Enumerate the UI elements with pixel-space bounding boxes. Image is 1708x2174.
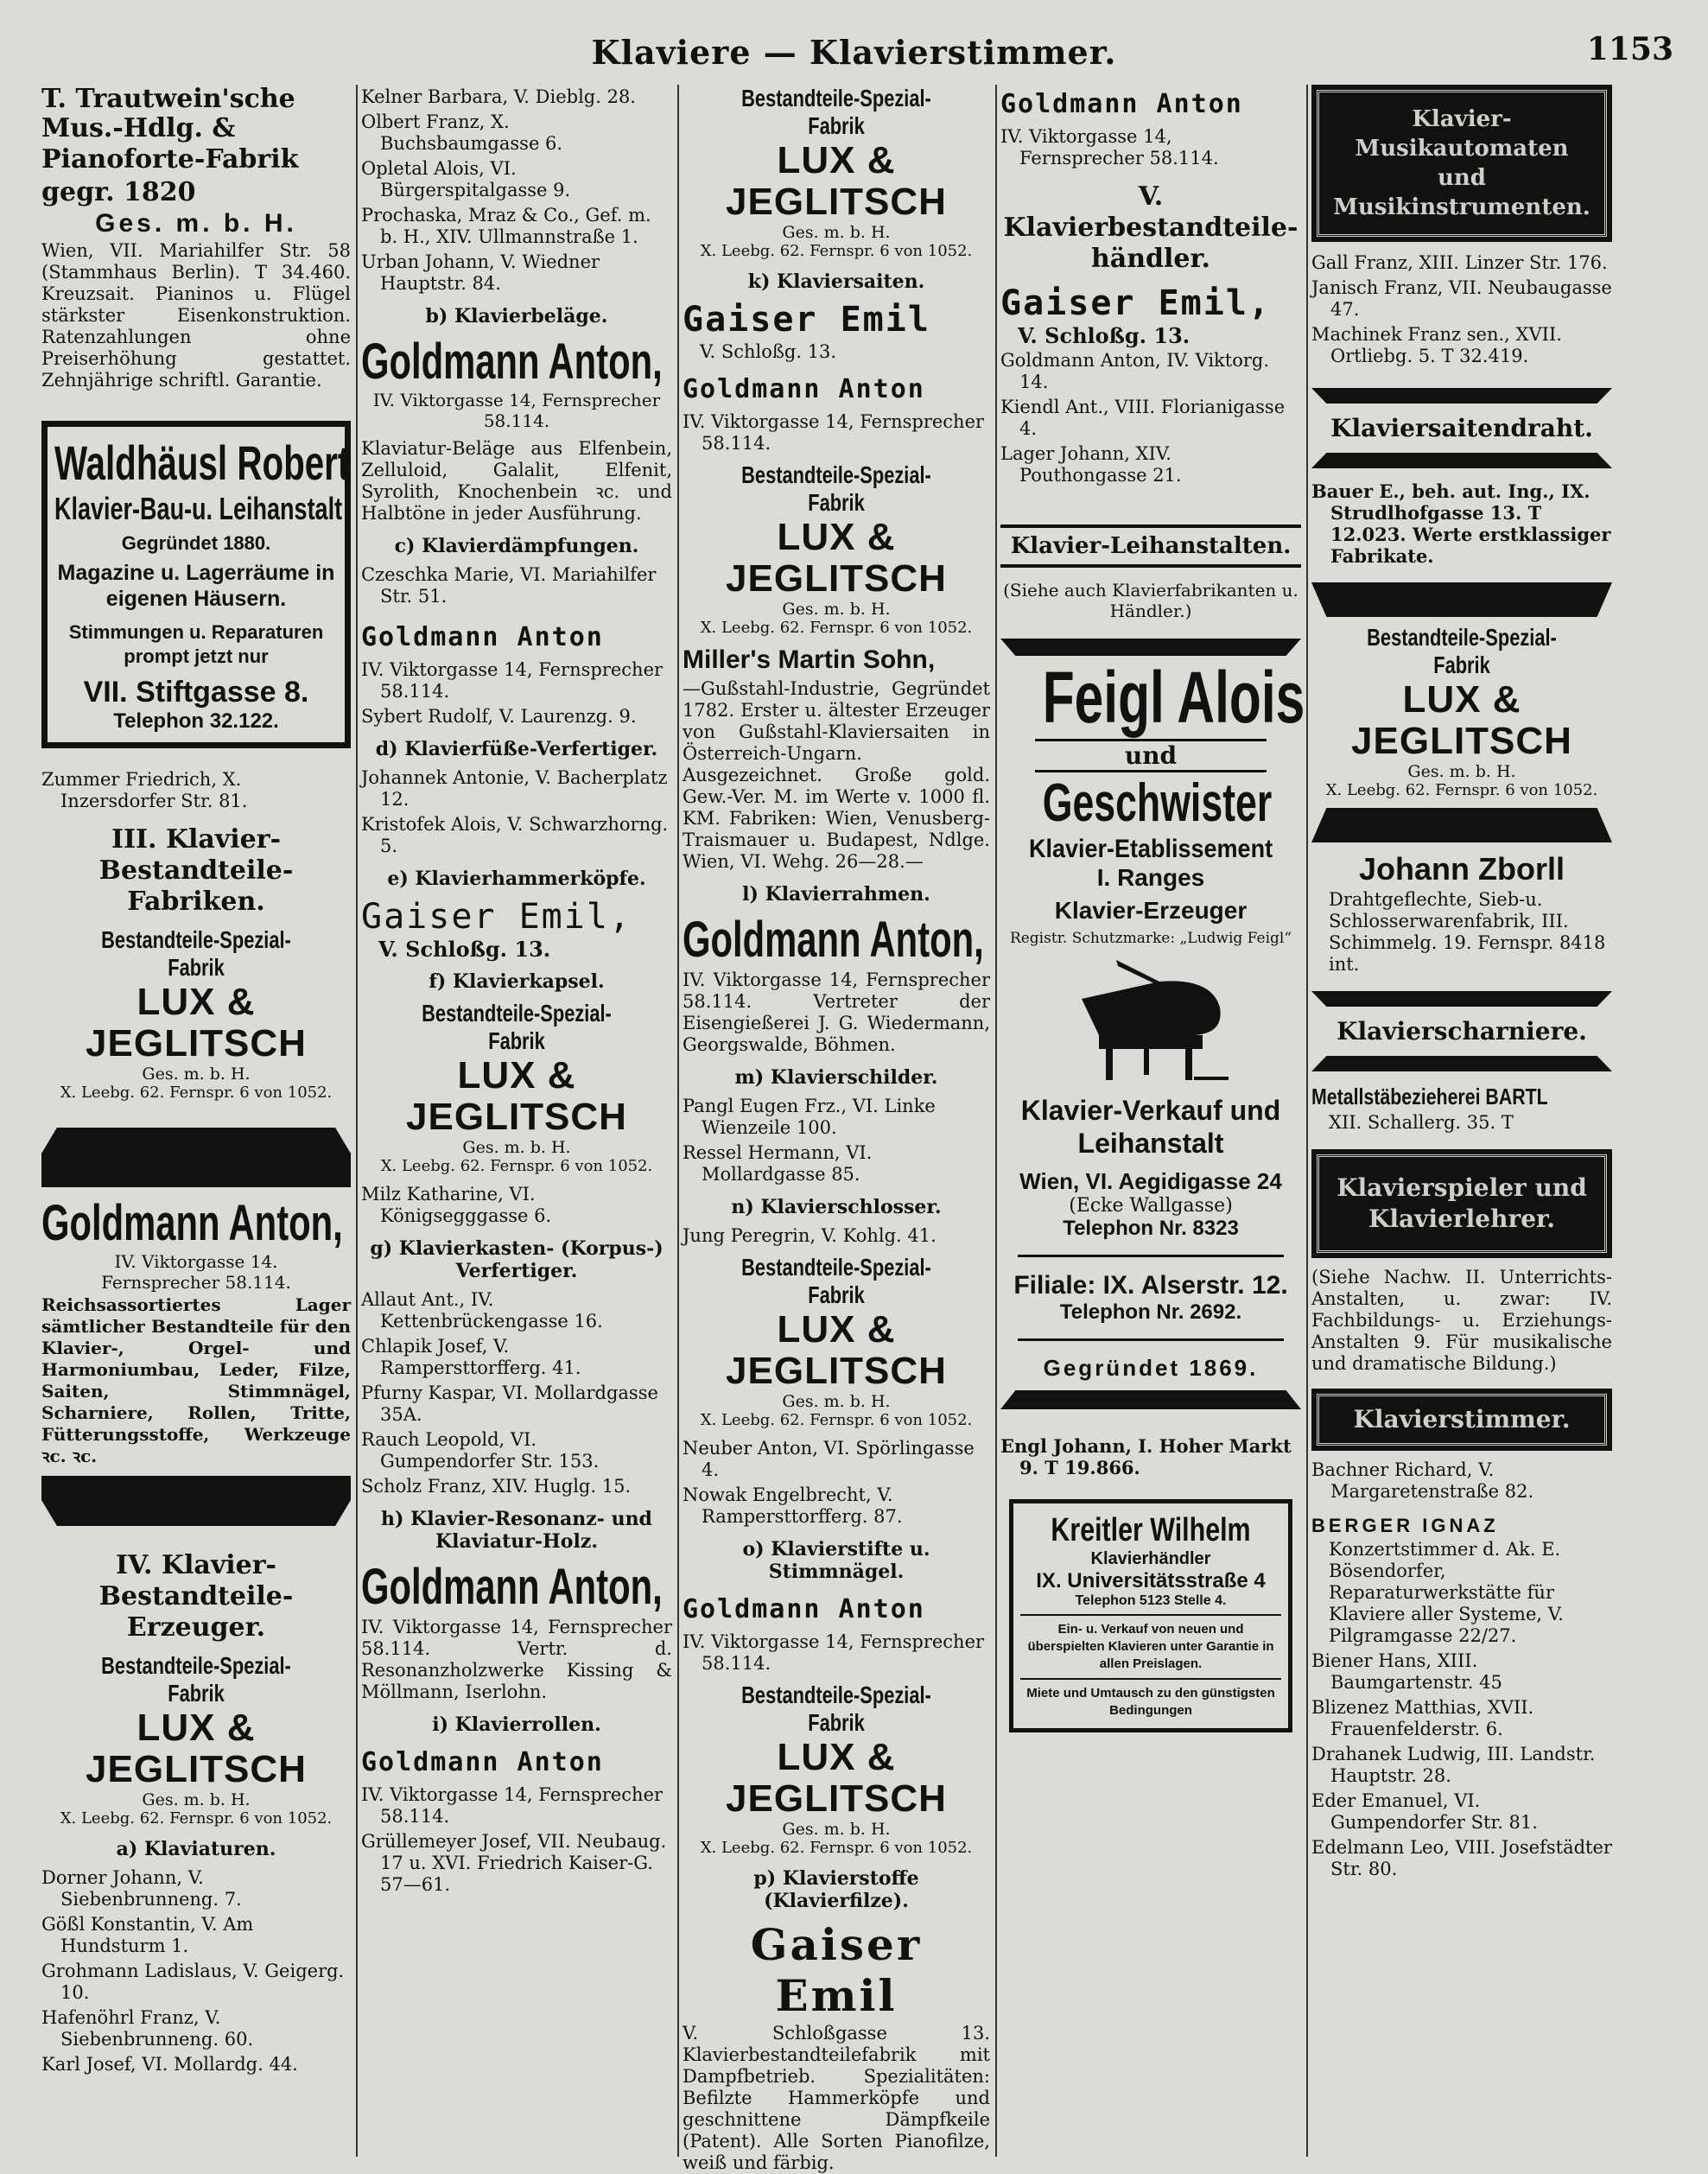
trautwein-body: Wien, VII. Mariahilfer Str. 58 (Stammhaus Berlin). T 34.460. Kreuzsait. Pianinos u. Flügel stärkster Eisenkonstruktion. Ratenzahlungen ohne Preiserhöhung gestattet. Zehnjährige schriftl. Garantie. — [41, 240, 351, 391]
goldmann-address: IV. Viktorgasse 14, Fernsprecher 58.114. — [683, 1631, 985, 1674]
gaiser-address: V. Schloßg. 13. — [1018, 323, 1191, 348]
list-item: Grüllemeyer Josef, VII. Neubaug. 17 u. XVI. Friedrich Kaiser-G. 57—61. — [361, 1831, 667, 1895]
list-item: Lager Johann, XIV. Pouthongasse 21. — [1000, 443, 1182, 486]
miller-name: Miller's Martin Sohn, — [683, 645, 936, 674]
list-item: Kelner Barbara, V. Dieblg. 28. — [361, 86, 636, 107]
divider — [1020, 1614, 1281, 1616]
feigl-name: Feigl Alois — [1042, 657, 1305, 738]
subheading-e: e) Klavierhammerköpfe. — [387, 868, 646, 890]
lux-jeglitsch-ad — [41, 926, 351, 1102]
feigl-ad — [1000, 639, 1305, 1409]
list-item: Milz Katharine, VI. Königsegggasse 6. — [361, 1184, 552, 1226]
column-4 — [1000, 85, 1305, 2157]
lux-jeglitsch-ad — [683, 85, 990, 260]
lux-name: LUX & JEGLITSCH — [86, 1707, 307, 1790]
kreitler-address: IX. Universitätsstraße 4 — [1036, 1569, 1266, 1592]
section-heading-5: V. Klavierbestandteile-händler. — [1003, 181, 1298, 274]
list-item: Blizenez Matthias, XVII. Frauenfelderstr. 6. — [1311, 1697, 1534, 1739]
banner-klavierstimmer: Klavierstimmer. — [1317, 1394, 1607, 1446]
zboril-body: Drahtgeflechte, Sieb-u. Schlosserwarenfabrik, III. Schimmelg. 19. Fernspr. 8418 int. — [1329, 889, 1606, 975]
heading-scharniere: Klavierscharniere. — [1337, 1017, 1587, 1046]
lux-jeglitsch-ad — [41, 1652, 351, 1828]
berger-name: BERGER IGNAZ — [1311, 1515, 1499, 1536]
column-3 — [683, 85, 990, 2173]
list-item: Machinek Franz sen., XVII. Ortliebg. 5. T 32.419. — [1311, 324, 1562, 366]
list-item: Hafenöhrl Franz, V. Siebenbrunneng. 60. — [41, 2007, 254, 2050]
ornament-bar — [1311, 582, 1612, 617]
kreitler-offer: Ein- u. Verkauf von neuen und überspielten Klavieren unter Garantie in allen Preislagen. — [1027, 1622, 1274, 1671]
feigl-founded: Gegründet 1869. — [1043, 1355, 1259, 1381]
lux-subtitle: Bestandteile-Spezial-Fabrik — [1367, 624, 1557, 678]
leihanstalten-note: (Siehe auch Klavierfabrikanten u. Händler.) — [1003, 580, 1298, 621]
feigl-rank: I. Ranges — [1096, 864, 1205, 891]
list-item: Edelmann Leo, VIII. Josefstädter Str. 80. — [1311, 1837, 1612, 1879]
subheading-l: l) Klavierrahmen. — [742, 883, 930, 906]
goldmann-name: Goldmann Anton, — [41, 1195, 343, 1251]
divider — [1018, 1255, 1284, 1257]
lux-company-form: Ges. m. b. H. — [782, 600, 891, 619]
list-item: Bauer E., beh. aut. Ing., IX. Strudlhofgasse 13. T 12.023. Werte erstklassiger Fabrikate. — [1311, 480, 1611, 567]
section-heading-4: IV. Klavier-Bestandteile-Erzeuger. — [98, 1550, 294, 1643]
subheading-h: h) Klavier-Resonanz- und Klaviatur-Holz. — [381, 1508, 652, 1553]
banner-leihanstalten: Klavier-Leihanstalten. — [1000, 524, 1301, 568]
lux-company-form: Ges. m. b. H. — [142, 1065, 251, 1084]
klavierspieler-note: (Siehe Nachw. II. Unterrichts-Anstalten, u. zwar: IV. Fachbildungs- u. Erziehungs-Anstalten 9. Für musikalische und dramatische Bildung.) — [1311, 1267, 1612, 1374]
subheading-d: d) Klavierfüße-Verfertiger. — [375, 738, 658, 760]
column-5 — [1311, 85, 1612, 2157]
gaiser-name: Gaiser Emil — [683, 300, 930, 340]
lux-subtitle: Bestandteile-Spezial-Fabrik — [101, 926, 291, 981]
kreitler-trade: Klavierhändler — [1090, 1549, 1211, 1568]
lux-address: X. Leebg. 62. Fernspr. 6 von 1052. — [700, 242, 973, 260]
waldhaeusl-name: Waldhäusl Robert — [54, 435, 350, 490]
column-rule — [356, 85, 358, 2157]
lux-jeglitsch-ad — [683, 1254, 990, 1429]
bartl-address: XII. Schallerg. 35. T — [1329, 1112, 1514, 1133]
page-number: 1153 — [1586, 31, 1673, 67]
waldhaeusl-subtitle: Klavier-Bau-u. Leihanstalt — [54, 491, 343, 526]
subheading-i: i) Klavierrollen. — [432, 1713, 601, 1736]
list-item: Bachner Richard, V. Margaretenstraße 82. — [1311, 1459, 1534, 1502]
column-2 — [361, 85, 672, 2157]
feigl-und: und — [1035, 739, 1267, 772]
ornament-band — [41, 1476, 351, 1500]
ornament-bar — [41, 1128, 351, 1154]
kreitler-ad — [1009, 1499, 1292, 1732]
waldhaeusl-ad — [41, 421, 351, 748]
waldhaeusl-telephone: Telephon 32.122. — [113, 709, 279, 733]
lux-jeglitsch-ad — [361, 1000, 672, 1175]
list-item: Nowak Engelbrecht, V. Rampersttorfferg. 87. — [683, 1484, 903, 1527]
ornament-bar — [1311, 453, 1612, 468]
gaiser-body: V. Schloßgasse 13. Klavierbestandteilefabrik mit Dampfbetrieb. Spezialitäten: Befilzte Hammerköpfe und geschnittene Dämpfkeile (Patent). Alle Sorten Pianofilze, weiß und färbig. — [683, 2023, 990, 2173]
trautwein-ad — [41, 85, 351, 391]
goldmann-name: Goldmann Anton, — [361, 1559, 663, 1615]
list-item: Chlapik Josef, V. Rampersttorfferg. 41. — [361, 1336, 581, 1378]
lux-address: X. Leebg. 62. Fernspr. 6 von 1052. — [60, 1084, 333, 1102]
feigl-erzeuger: Klavier-Erzeuger — [1054, 897, 1248, 924]
lux-subtitle: Bestandteile-Spezial-Fabrik — [101, 1652, 291, 1707]
list-item: Gößl Konstantin, V. Am Hundsturm 1. — [41, 1914, 254, 1956]
list-item: Allaut Ant., IV. Kettenbrückengasse 16. — [361, 1289, 603, 1332]
goldmann-address: IV. Viktorgasse 14, Fernsprecher 58.114. — [1000, 126, 1219, 168]
heading-saitendraht: Klaviersaitendraht. — [1330, 414, 1593, 442]
list-item: Urban Johann, V. Wiedner Hauptstr. 84. — [361, 251, 600, 294]
lux-name: LUX & JEGLITSCH — [726, 516, 947, 600]
goldmann-name: Goldmann Anton — [683, 1594, 925, 1624]
zboril-name: Johann Zborll — [1359, 851, 1565, 887]
list-item: Jung Peregrin, V. Kohlg. 41. — [683, 1225, 937, 1246]
goldmann-address: IV. Viktorgasse 14, Fernsprecher 58.114. — [361, 659, 664, 702]
list-item: Biener Hans, XIII. Baumgartenstr. 45 — [1311, 1650, 1502, 1693]
waldhaeusl-address: VII. Stiftgasse 8. — [83, 676, 309, 709]
goldmann-address: IV. Viktorgasse 14, Fernsprecher 58.114. — [361, 1784, 664, 1827]
list-item: Kristofek Alois, V. Schwarzhorng. 5. — [361, 814, 669, 856]
miller-body: —Gußstahl-Industrie, Gegründet 1782. Erster u. ältester Erzeuger von Gußstahl-Klaviersaiten in Österreich-Ungarn. Ausgezeichnet. Große gold. Gew.-Ver. M. im Werte v. 1000 fl. KM. Fabriken: Wien, Venusberg-Traismauer u. Budapest, Ndlge. Wien, VI. Wehg. 26—28.— — [683, 678, 990, 872]
ornament-bar — [1311, 991, 1612, 1007]
lux-subtitle: Bestandteile-Spezial-Fabrik — [422, 1000, 612, 1054]
subheading-n: n) Klavierschlosser. — [731, 1196, 942, 1218]
list-item: Rauch Leopold, VI. Gumpendorfer Str. 153. — [361, 1429, 600, 1472]
goldmann-address: IV. Viktorgasse 14. — [114, 1251, 278, 1272]
list-item: Goldmann Anton, IV. Viktorg. 14. — [1000, 350, 1270, 392]
feigl-corner: (Ecke Wallgasse) — [1069, 1195, 1233, 1217]
list-item: Czeschka Marie, VI. Mariahilfer Str. 51. — [361, 564, 657, 607]
trautwein-name: T. Trautwein'sche Mus.-Hdlg. & — [41, 84, 295, 143]
kreitler-telephone: Telephon 5123 Stelle 4. — [1075, 1593, 1227, 1608]
list-item: Pfurny Kaspar, VI. Mollardgasse 35A. — [361, 1383, 658, 1425]
divider — [1020, 1678, 1281, 1680]
list-item: Sybert Rudolf, V. Laurenzg. 9. — [361, 706, 637, 727]
list-item: Opletal Alois, VI. Bürgerspitalgasse 9. — [361, 158, 571, 200]
ornament-bar — [41, 1500, 351, 1526]
lux-name: LUX & JEGLITSCH — [726, 139, 947, 223]
waldhaeusl-storage: Magazine u. Lagerräume in eigenen Häusern. — [57, 561, 335, 611]
goldmann-name: Goldmann Anton — [361, 622, 604, 652]
goldmann-address: IV. Viktorgasse 14, Fernsprecher 58.114. — [683, 411, 985, 454]
list-item: Pangl Eugen Frz., VI. Linke Wienzeile 100. — [683, 1096, 936, 1138]
goldmann-name: Goldmann Anton — [361, 1747, 604, 1777]
lux-company-form: Ges. m. b. H. — [462, 1138, 571, 1157]
lux-address: X. Leebg. 62. Fernspr. 6 von 1052. — [700, 1839, 973, 1857]
gaiser-name: Gaiser Emil, — [361, 897, 632, 937]
lux-subtitle: Bestandteile-Spezial-Fabrik — [741, 461, 931, 516]
list-item: Johannek Antonie, V. Bacherplatz 12. — [361, 767, 668, 810]
list-item: Engl Johann, I. Hoher Markt 9. T 19.866. — [1000, 1435, 1292, 1478]
list-item: Eder Emanuel, VI. Gumpendorfer Str. 81. — [1311, 1790, 1538, 1833]
list-item: Neuber Anton, VI. Spörlingasse 4. — [683, 1438, 975, 1480]
goldmann-address: IV. Viktorgasse 14, Fernsprecher 58.114. — [372, 390, 661, 431]
trautwein-subtitle: Pianoforte-Fabrik gegr. 1820 — [41, 144, 299, 207]
list-item: Drahanek Ludwig, III. Landstr. Hauptstr. 28. — [1311, 1744, 1596, 1786]
column-rule — [677, 85, 679, 2157]
waldhaeusl-founded: Gegründet 1880. — [121, 532, 271, 554]
lux-company-form: Ges. m. b. H. — [1407, 762, 1516, 781]
feigl-branch: Filiale: IX. Alserstr. 12. — [1013, 1271, 1288, 1300]
goldmann-main-ad — [41, 1128, 351, 1526]
lux-jeglitsch-ad — [1311, 624, 1612, 799]
subheading-m: m) Klavierschilder. — [734, 1066, 938, 1089]
list-item: Ressel Hermann, VI. Mollardgasse 85. — [683, 1142, 873, 1185]
list-item: Scholz Franz, XIV. Huglg. 15. — [361, 1476, 632, 1497]
list-item: Kiendl Ant., VIII. Florianigasse 4. — [1000, 397, 1286, 439]
ornament-bar — [1311, 1056, 1612, 1071]
lux-jeglitsch-ad — [683, 461, 990, 637]
goldmann-name: Goldmann Anton — [1000, 89, 1243, 119]
gaiser-name: Gaiser Emil, — [1000, 283, 1271, 323]
list-item: Olbert Franz, X. Buchsbaumgasse 6. — [361, 111, 563, 154]
subheading-f: f) Klavierkapsel. — [429, 970, 605, 993]
lux-company-form: Ges. m. b. H. — [782, 1820, 891, 1839]
goldmann-name: Goldmann Anton — [683, 374, 925, 404]
subheading-c: c) Klavierdämpfungen. — [394, 535, 639, 557]
feigl-telephone: Telephon Nr. 8323 — [1063, 1217, 1239, 1240]
divider — [1018, 1338, 1284, 1341]
lux-address: X. Leebg. 62. Fernspr. 6 von 1052. — [380, 1157, 653, 1175]
kreitler-name: Kreitler Wilhelm — [1051, 1512, 1251, 1548]
page-title: Klaviere — Klavierstimmer. — [591, 33, 1117, 72]
lux-subtitle: Bestandteile-Spezial-Fabrik — [741, 85, 931, 139]
lux-address: X. Leebg. 62. Fernspr. 6 von 1052. — [700, 619, 973, 637]
goldmann-body: IV. Viktorgasse 14, Fernsprecher 58.114. Vertr. d. Resonanzholzwerke Kissing & Möllmann, Iserlohn. — [361, 1617, 672, 1702]
list-item: Grohmann Ladislaus, V. Geigerg. 10. — [41, 1961, 345, 2003]
ornament-band — [41, 1153, 351, 1187]
ornament-bar — [1000, 1390, 1301, 1409]
goldmann-name: Goldmann Anton, — [683, 912, 984, 968]
goldmann-body: IV. Viktorgasse 14, Fernsprecher 58.114. Vertreter der Eisengießerei J. G. Wiedermann, Georgswalde, Böhmen. — [683, 969, 990, 1055]
trautwein-company-form: Ges. m. b. H. — [95, 209, 297, 238]
grand-piano-icon — [1064, 956, 1237, 1085]
banner-klavierspieler: Klavierspieler und Klavierlehrer. — [1317, 1154, 1607, 1253]
feigl-sales: Klavier-Verkauf und Leihanstalt — [1020, 1095, 1281, 1159]
lux-name: LUX & JEGLITSCH — [726, 1308, 947, 1392]
subheading-b: b) Klavierbeläge. — [425, 305, 608, 327]
feigl-branch-telephone: Telephon Nr. 2692. — [1059, 1300, 1242, 1324]
list-item: Prochaska, Mraz & Co., Gef. m. b. H., XIV. Ullmannstraße 1. — [361, 205, 651, 247]
goldmann-body: Klaviatur-Beläge aus Elfenbein, Zelluloid, Galalit, Elfenit, Syrolith, Knochenbein ꝛc. und Halbtöne in jeder Ausführung. — [361, 438, 672, 524]
lux-company-form: Ges. m. b. H. — [782, 223, 891, 242]
lux-name: LUX & JEGLITSCH — [406, 1054, 627, 1138]
subheading-a: a) Klaviaturen. — [116, 1838, 276, 1860]
lux-company-form: Ges. m. b. H. — [142, 1790, 251, 1809]
lux-address: X. Leebg. 62. Fernspr. 6 von 1052. — [700, 1411, 973, 1429]
bartl-name: Metallstäbezieherei BARTL — [1311, 1084, 1548, 1109]
lux-name: LUX & JEGLITSCH — [726, 1736, 947, 1820]
list-item: Janisch Franz, VII. Neubaugasse 47. — [1311, 277, 1612, 320]
feigl-address: Wien, VI. Aegidigasse 24 — [1019, 1168, 1282, 1194]
goldmann-name: Goldmann Anton, — [361, 334, 663, 390]
lux-address: X. Leebg. 62. Fernspr. 6 von 1052. — [1325, 781, 1598, 799]
lux-name: LUX & JEGLITSCH — [86, 981, 307, 1065]
list-item: Dorner Johann, V. Siebenbrunneng. 7. — [41, 1867, 242, 1910]
entry-zummer: Zummer Friedrich, X. Inzersdorfer Str. 81. — [41, 769, 248, 811]
subheading-g: g) Klavierkasten- (Korpus-) Verfertiger. — [370, 1237, 664, 1282]
gaiser-address: V. Schloßg. 13. — [378, 937, 551, 962]
ornament-bar — [1311, 808, 1612, 842]
lux-company-form: Ges. m. b. H. — [782, 1392, 891, 1411]
column-rule — [995, 85, 997, 2157]
column-rule — [1306, 85, 1308, 2157]
feigl-trademark: Registr. Schutzmarke: „Ludwig Feigl“ — [1009, 930, 1292, 947]
goldmann-body: Reichsassortiertes Lager sämtlicher Bestandteile für den Klavier-, Orgel- und Harmoniumbau, Leder, Filze, Saiten, Stimmnägel, Scharniere, Rollen, Tritte, Fütterungsstoffe, Werkzeuge ꝛc. ꝛc. — [41, 1294, 351, 1466]
subheading-o: o) Klavierstifte u. Stimmnägel. — [742, 1538, 930, 1583]
lux-subtitle: Bestandteile-Spezial-Fabrik — [741, 1254, 931, 1308]
column-1 — [41, 85, 351, 2157]
kreitler-rent: Miete und Umtausch zu den günstigsten Bedingungen — [1026, 1686, 1275, 1718]
gaiser-name: Gaiser Emil — [750, 1919, 923, 2021]
section-heading-3: III. Klavier-Bestandteile-Fabriken. — [98, 824, 294, 917]
subheading-p: p) Klavierstoffe (Klavierfilze). — [753, 1867, 919, 1912]
ornament-bar — [1311, 388, 1612, 404]
feigl-etablissement: Klavier-Etablissement — [1028, 835, 1273, 863]
lux-name: LUX & JEGLITSCH — [1351, 678, 1572, 762]
ornament-bar — [1000, 639, 1301, 656]
berger-body: Konzertstimmer d. Ak. E. Bösendorfer, Reparaturwerkstätte für Klaviere aller Systeme, V. Pilgramgasse 22/27. — [1329, 1539, 1564, 1646]
gaiser-address: V. Schloßg. 13. — [700, 341, 837, 362]
goldmann-phone: Fernsprecher 58.114. — [101, 1272, 291, 1293]
list-item: Karl Josef, VI. Mollardg. 44. — [41, 2054, 298, 2075]
subheading-k: k) Klaviersaiten. — [747, 270, 925, 293]
feigl-geschwister: Geschwister — [1042, 773, 1273, 833]
lux-address: X. Leebg. 62. Fernspr. 6 von 1052. — [60, 1809, 333, 1828]
lux-jeglitsch-ad — [683, 1681, 990, 1857]
waldhaeusl-service: Stimmungen u. Reparaturen prompt jetzt nur — [68, 621, 324, 667]
banner-musikautomaten: Klavier-Musikautomaten und Musikinstrumenten. — [1317, 90, 1607, 237]
list-item: Gall Franz, XIII. Linzer Str. 176. — [1311, 252, 1608, 273]
lux-subtitle: Bestandteile-Spezial-Fabrik — [741, 1681, 931, 1736]
